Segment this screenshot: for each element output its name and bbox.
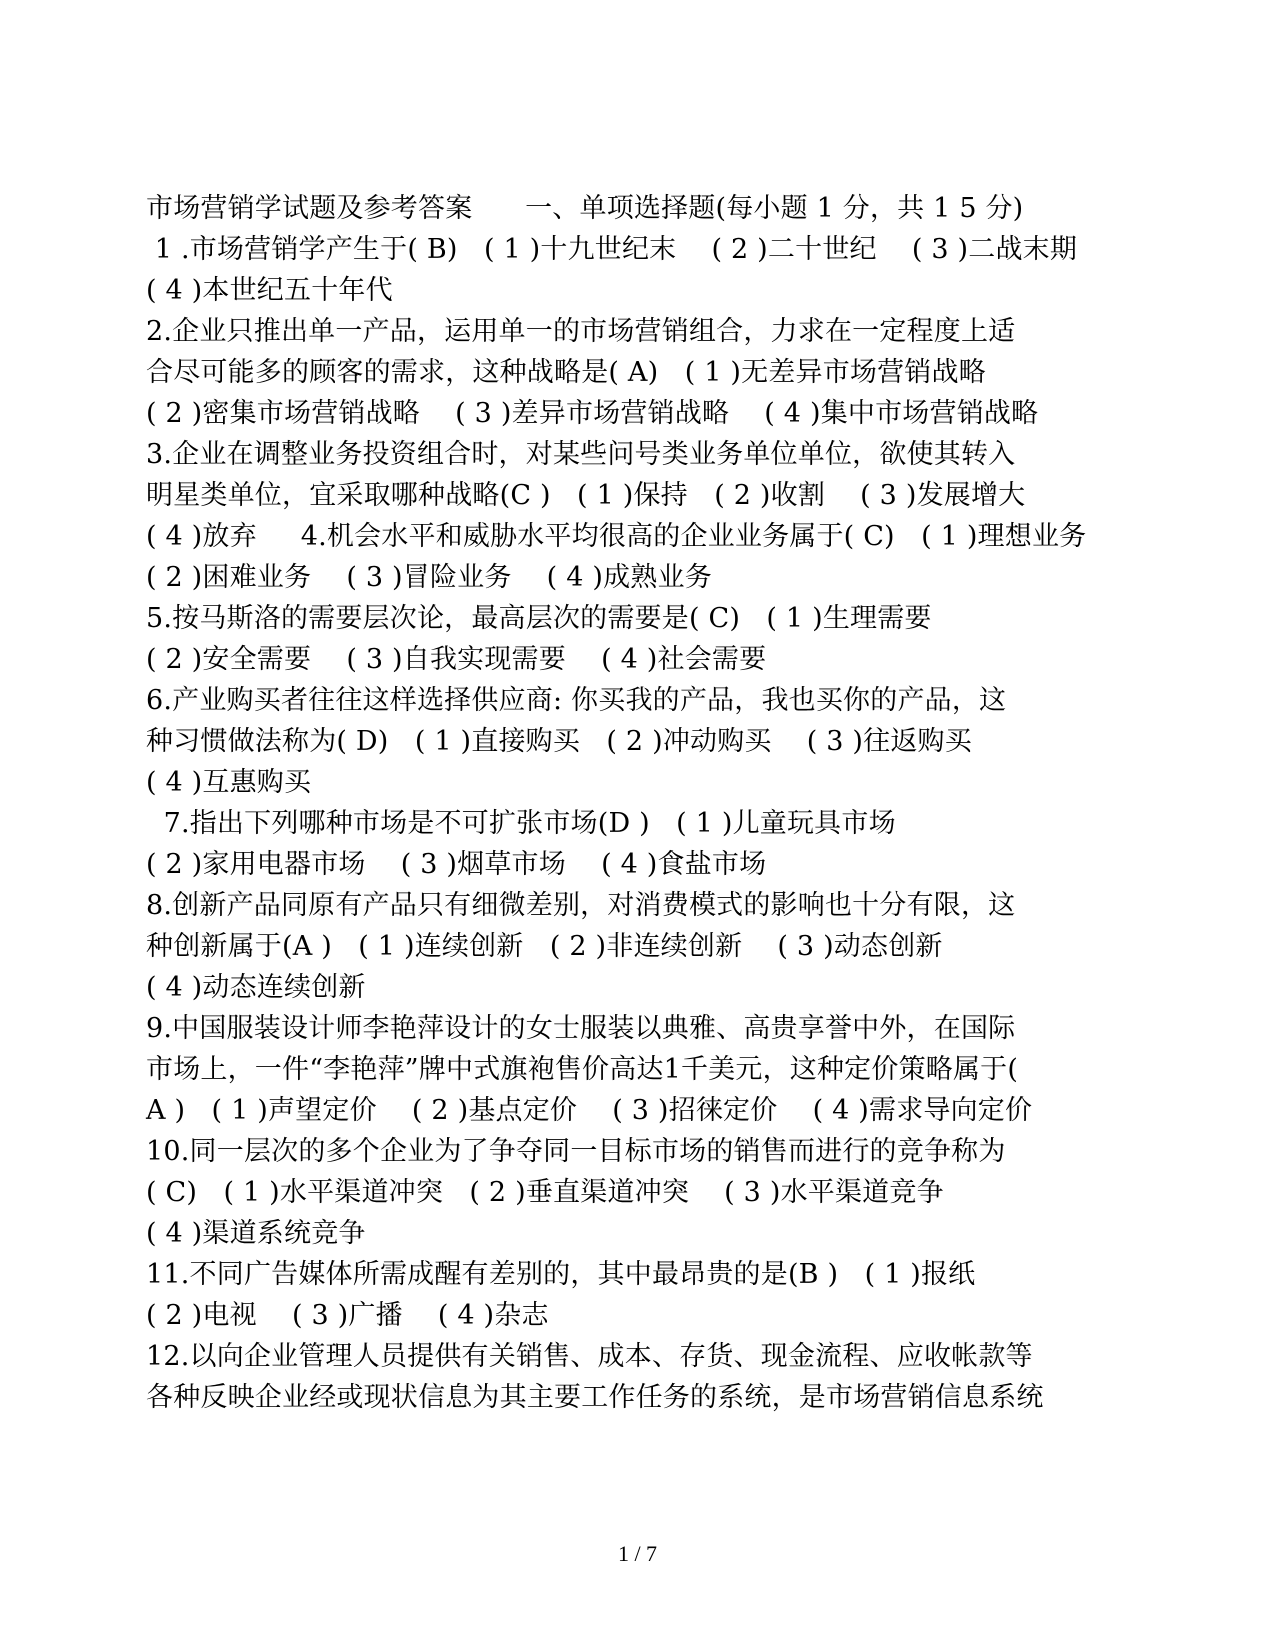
text-line: 1 .市场营销学产生于( B) ( 1 )十九世纪末 ( 2 )二十世纪 ( 3 )二战末期 — [146, 234, 1078, 265]
text-line: A ) ( 1 )声望定价 ( 2 )基点定价 ( 3 )招徕定价 ( 4 )需求导向定价 — [146, 1095, 1033, 1126]
text-line: ( C) ( 1 )水平渠道冲突 ( 2 )垂直渠道冲突 ( 3 )水平渠道竞争 — [146, 1177, 944, 1208]
text-line: 各种反映企业经或现状信息为其主要工作任务的系统，是市场营销信息系统 — [146, 1382, 1044, 1413]
text-line: 市场上，一件“李艳萍”牌中式旗袍售价高达1千美元，这种定价策略属于( — [146, 1054, 1019, 1085]
text-line: ( 4 )放弃 4.机会水平和威胁水平均很高的企业业务属于( C) ( 1 )理想业务 — [146, 521, 1087, 552]
text-line: ( 4 )互惠购买 — [146, 767, 312, 798]
page-number: 1 / 7 — [617, 1541, 658, 1566]
text-line: ( 2 )电视 ( 3 )广播 ( 4 )杂志 — [146, 1300, 549, 1331]
text-line: ( 2 )安全需要 ( 3 )自我实现需要 ( 4 )社会需要 — [146, 644, 767, 675]
text-line: 8.创新产品同原有产品只有细微差别，对消费模式的影响也十分有限，这 — [146, 890, 1016, 921]
text-line: 5.按马斯洛的需要层次论，最高层次的需要是( C) ( 1 )生理需要 — [146, 603, 932, 634]
text-line: 2.企业只推出单一产品，运用单一的市场营销组合，力求在一定程度上适 — [146, 316, 1016, 347]
text-line: ( 2 )密集市场营销战略 ( 3 )差异市场营销战略 ( 4 )集中市场营销战略 — [146, 398, 1039, 429]
text-line: 9.中国服装设计师李艳萍设计的女士服装以典雅、高贵享誉中外，在国际 — [146, 1013, 1016, 1044]
document-body — [146, 188, 1106, 1418]
text-line: 3.企业在调整业务投资组合时，对某些问号类业务单位单位，欲使其转入 — [146, 439, 1016, 470]
text-line: 7.指出下列哪种市场是不可扩张市场(D ) ( 1 )儿童玩具市场 — [146, 808, 896, 839]
text-line: 明星类单位，宜采取哪种战略(C ) ( 1 )保持 ( 2 )收割 ( 3 )发展增大 — [146, 480, 1026, 511]
text-line: 合尽可能多的顾客的需求，这种战略是( A) ( 1 )无差异市场营销战略 — [146, 357, 986, 388]
text-line: 10.同一层次的多个企业为了争夺同一目标市场的销售而进行的竞争称为 — [146, 1136, 1006, 1167]
text-line: 种创新属于(A ) ( 1 )连续创新 ( 2 )非连续创新 ( 3 )动态创新 — [146, 931, 943, 962]
text-line: 11.不同广告媒体所需成醒有差别的，其中最昂贵的是(B ) ( 1 )报纸 — [146, 1259, 976, 1290]
text-line: 6.产业购买者往往这样选择供应商: 你买我的产品，我也买你的产品，这 — [146, 685, 1007, 716]
text-line: ( 4 )动态连续创新 — [146, 972, 366, 1003]
text-line: ( 4 )渠道系统竞争 — [146, 1218, 366, 1249]
text-line: ( 2 )困难业务 ( 3 )冒险业务 ( 4 )成熟业务 — [146, 562, 712, 593]
text-line: 市场营销学试题及参考答案 一、单项选择题(每小题 1 分，共 1 5 分) — [146, 193, 1024, 224]
text-line: 12.以向企业管理人员提供有关销售、成本、存货、现金流程、应收帐款等 — [146, 1341, 1033, 1372]
text-line: ( 4 )本世纪五十年代 — [146, 275, 393, 306]
text-line: 种习惯做法称为( D) ( 1 )直接购买 ( 2 )冲动购买 ( 3 )往返购买 — [146, 726, 972, 757]
text-line: ( 2 )家用电器市场 ( 3 )烟草市场 ( 4 )食盐市场 — [146, 849, 767, 880]
